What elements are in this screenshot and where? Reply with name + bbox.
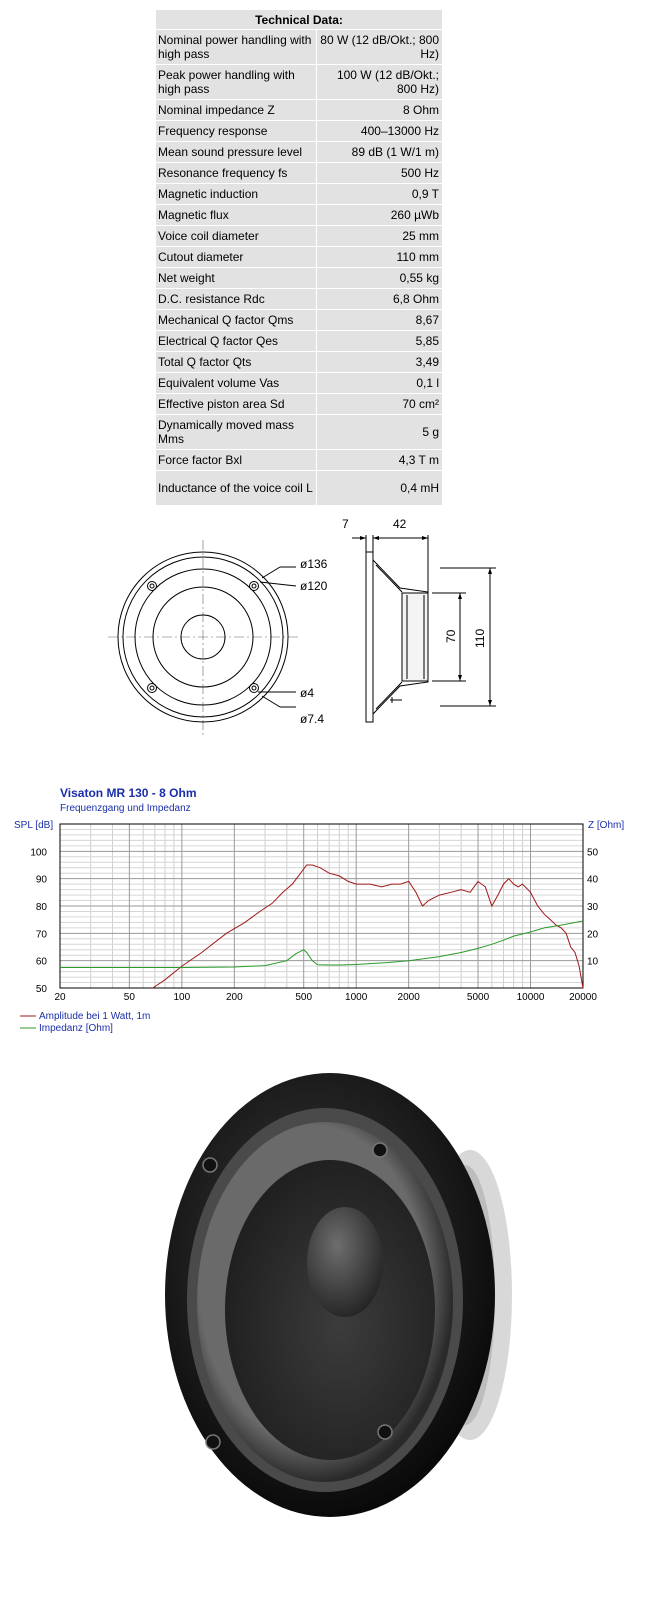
x-tick-label: 20000 [569,992,597,1003]
x-tick-label: 200 [225,992,243,1003]
series-amplitude-line [153,865,583,988]
mount-hole-top-right [373,1143,387,1157]
table-row [156,471,442,505]
table-row [156,394,442,414]
table-title: Technical Data: [156,10,442,29]
table-row [156,163,442,183]
dim-h110: 110 [473,628,487,648]
y-tick-label: 60 [35,956,47,968]
table-row [156,142,442,162]
y-tick-label: 90 [35,874,47,886]
row-label: Force factor Bxl [156,450,316,470]
dim-d4: ø4 [300,686,315,700]
row-label: Dynamically moved mass Mms [156,415,316,449]
y2-tick-label: 10 [587,956,599,968]
row-value: 0,9 T [316,184,442,204]
legend-impedance: Impedanz [Ohm] [39,1023,113,1034]
mount-hole-bottom-right [378,1425,392,1439]
dim-h70: 70 [444,629,458,643]
frequency-response-chart [0,780,650,1040]
row-label: Mechanical Q factor Qms [156,310,316,330]
x-tick-label: 500 [295,992,313,1003]
row-value: 8 Ohm [316,100,442,120]
row-label: Equivalent volume Vas [156,373,316,393]
table-row [156,310,442,330]
row-label: Nominal power handling with high pass [156,30,316,64]
row-value: 100 W (12 dB/Okt.; 800 Hz) [316,65,442,99]
side-view [352,535,496,722]
table-row [156,184,442,204]
table-row [156,226,442,246]
row-label: Electrical Q factor Qes [156,331,316,351]
series-layer [60,865,583,988]
y2-tick-label: 40 [587,874,599,886]
table-row [156,65,442,99]
row-label: Voice coil diameter [156,226,316,246]
row-label: D.C. resistance Rdc [156,289,316,309]
table-row [156,289,442,309]
row-label: Magnetic induction [156,184,316,204]
table-row [156,450,442,470]
row-value: 5 g [316,415,442,449]
row-value: 25 mm [316,226,442,246]
row-value: 6,8 Ohm [316,289,442,309]
row-value: 8,67 [316,310,442,330]
table-header-row [156,10,442,29]
grid-major [60,824,583,988]
row-value: 0,55 kg [316,268,442,288]
dim-d120: ø120 [300,579,328,593]
row-label: Cutout diameter [156,247,316,267]
y2-tick-label: 30 [587,902,599,913]
legend-amplitude: Amplitude bei 1 Watt, 1m [39,1011,151,1022]
row-value: 400–13000 Hz [316,121,442,141]
y-tick-label: 50 [35,984,47,995]
row-label: Net weight [156,268,316,288]
y-tick-label: 100 [30,847,47,859]
mount-hole-bottom-left [206,1435,220,1449]
row-label: Total Q factor Qts [156,352,316,372]
dust-cap [307,1207,383,1317]
row-value: 0,1 l [316,373,442,393]
mount-hole-top-left [203,1158,217,1172]
dim-d74: ø7.4 [300,712,325,726]
row-value: 0,4 mH [316,471,442,505]
dim-d136: ø136 [300,557,328,571]
y2-tick-label: 20 [587,929,599,941]
row-value: 89 dB (1 W/1 m) [316,142,442,162]
dimension-drawing [0,510,650,740]
chart-subtitle: Frequenzgang und Impedanz [60,803,191,814]
row-value: 3,49 [316,352,442,372]
x-tick-label: 2000 [397,992,420,1003]
row-value: 80 W (12 dB/Okt.; 800 Hz) [316,30,442,64]
row-label: Magnetic flux [156,205,316,225]
x-tick-label: 50 [123,992,135,1003]
chart-title: Visaton MR 130 - 8 Ohm [60,786,197,800]
table-row [156,352,442,372]
row-value: 70 cm² [316,394,442,414]
x-tick-label: 20 [54,992,66,1003]
y-axis-label: SPL [dB] [14,820,54,831]
row-label: Effective piston area Sd [156,394,316,414]
technical-data-table [156,9,442,506]
table-row [156,415,442,449]
y-tick-label: 70 [35,929,47,941]
front-view [108,540,300,735]
table-row [156,205,442,225]
chart-legend [20,1011,150,1034]
table-row [156,373,442,393]
table-body [156,30,442,505]
row-value: 260 µWb [316,205,442,225]
x-tick-label: 100 [173,992,191,1003]
table-row [156,100,442,120]
row-label: Mean sound pressure level [156,142,316,162]
table-row [156,331,442,351]
x-tick-label: 5000 [466,992,490,1003]
y2-axis-label: Z [Ohm] [588,820,625,831]
table-row [156,30,442,64]
row-label: Resonance frequency fs [156,163,316,183]
row-label: Inductance of the voice coil L [156,471,316,505]
y2-tick-label: 50 [587,847,599,859]
table-row [156,268,442,288]
speaker-photo [0,1070,650,1600]
row-value: 5,85 [316,331,442,351]
row-label: Frequency response [156,121,316,141]
dim-w7: 7 [342,517,349,531]
row-label: Peak power handling with high pass [156,65,316,99]
table-row [156,247,442,267]
row-value: 500 Hz [316,163,442,183]
x-tick-label: 1000 [345,992,368,1003]
dim-w42: 42 [393,517,407,531]
row-label: Nominal impedance Z [156,100,316,120]
row-value: 110 mm [316,247,442,267]
table-row [156,121,442,141]
x-tick-label: 10000 [516,992,545,1003]
y-tick-label: 80 [35,902,47,913]
row-value: 4,3 T m [316,450,442,470]
